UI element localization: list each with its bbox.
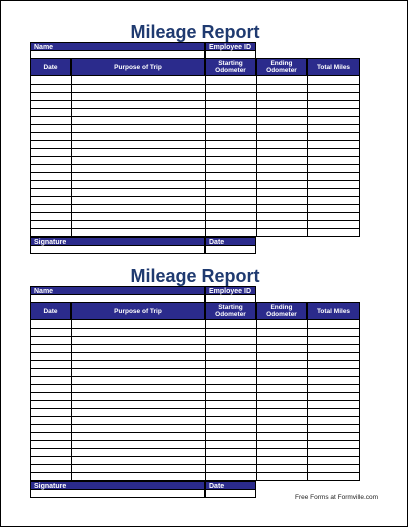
total-miles-cell[interactable] [308,189,359,196]
purpose-cell[interactable] [72,449,206,456]
total-miles-cell[interactable] [308,141,359,148]
ending-odometer-cell[interactable] [257,141,308,148]
total-miles-cell[interactable] [308,221,359,228]
total-miles-cell[interactable] [308,401,359,408]
date-cell[interactable] [31,433,72,440]
log-row [31,124,359,132]
date-cell[interactable] [31,221,72,228]
starting-odometer-cell[interactable] [206,320,257,328]
col-header-date: Date [30,302,71,320]
total-miles-cell[interactable] [308,173,359,180]
ending-odometer-cell[interactable] [257,85,308,92]
date-cell[interactable] [31,401,72,408]
log-row [31,440,359,448]
date-cell[interactable] [31,473,72,480]
date-cell[interactable] [31,441,72,448]
date-cell[interactable] [31,197,72,204]
purpose-cell[interactable] [72,205,206,212]
ending-odometer-cell[interactable] [257,393,308,400]
starting-odometer-cell[interactable] [206,441,257,448]
purpose-cell[interactable] [72,181,206,188]
purpose-cell[interactable] [72,320,206,328]
log-row [31,140,359,148]
ending-odometer-cell[interactable] [257,133,308,140]
signature-date-field[interactable] [205,246,256,254]
starting-odometer-cell[interactable] [206,93,257,100]
starting-odometer-cell[interactable] [206,473,257,480]
total-miles-cell[interactable] [308,197,359,204]
starting-odometer-cell[interactable] [206,165,257,172]
report-title: Mileage Report [130,266,260,286]
total-miles-cell[interactable] [308,393,359,400]
signature-label: Signature [30,237,205,246]
employee-id-label: Employee ID [205,286,256,295]
ending-odometer-cell[interactable] [257,329,308,336]
log-row [31,100,359,108]
log-row [31,320,359,328]
purpose-cell[interactable] [72,221,206,228]
total-miles-cell[interactable] [308,369,359,376]
col-header-starting-odometer: Starting Odometer [205,302,256,320]
signature-field[interactable] [30,246,205,254]
date-cell[interactable] [31,393,72,400]
total-miles-cell[interactable] [308,473,359,480]
total-miles-cell[interactable] [308,101,359,108]
total-miles-cell[interactable] [308,125,359,132]
starting-odometer-cell[interactable] [206,425,257,432]
date-cell[interactable] [31,449,72,456]
date-cell[interactable] [31,329,72,336]
starting-odometer-cell[interactable] [206,157,257,164]
ending-odometer-cell[interactable] [257,473,308,480]
log-row [31,188,359,196]
total-miles-cell[interactable] [308,181,359,188]
log-row [31,116,359,124]
ending-odometer-cell[interactable] [257,109,308,116]
purpose-cell[interactable] [72,361,206,368]
ending-odometer-cell[interactable] [257,125,308,132]
date-cell[interactable] [31,320,72,328]
date-cell[interactable] [31,181,72,188]
footer-credit: Free Forms at Formville.com [295,494,379,501]
name-label: Name [30,286,205,295]
log-row [31,132,359,140]
purpose-cell[interactable] [72,329,206,336]
date-cell[interactable] [31,337,72,344]
col-header-total-miles: Total Miles [307,58,360,76]
starting-odometer-cell[interactable] [206,85,257,92]
date-cell[interactable] [31,157,72,164]
date-cell[interactable] [31,369,72,376]
purpose-cell[interactable] [72,353,206,360]
date-cell[interactable] [31,93,72,100]
col-header-purpose: Purpose of Trip [71,302,205,320]
ending-odometer-cell[interactable] [257,433,308,440]
date-cell[interactable] [31,457,72,464]
starting-odometer-cell[interactable] [206,409,257,416]
ending-odometer-cell[interactable] [257,345,308,352]
signature-label: Signature [30,481,205,490]
log-row [31,148,359,156]
purpose-cell[interactable] [72,93,206,100]
total-miles-cell[interactable] [308,409,359,416]
starting-odometer-cell[interactable] [206,329,257,336]
log-row [31,180,359,188]
date-cell[interactable] [31,141,72,148]
total-miles-cell[interactable] [308,85,359,92]
purpose-cell[interactable] [72,401,206,408]
purpose-cell[interactable] [72,85,206,92]
total-miles-cell[interactable] [308,117,359,124]
log-row [31,456,359,464]
ending-odometer-cell[interactable] [257,337,308,344]
total-miles-cell[interactable] [308,457,359,464]
purpose-cell[interactable] [72,109,206,116]
starting-odometer-cell[interactable] [206,205,257,212]
total-miles-cell[interactable] [308,149,359,156]
log-row [31,400,359,408]
ending-odometer-cell[interactable] [257,181,308,188]
total-miles-cell[interactable] [308,229,359,236]
starting-odometer-cell[interactable] [206,133,257,140]
ending-odometer-cell[interactable] [257,76,308,84]
total-miles-cell[interactable] [308,329,359,336]
date-cell[interactable] [31,345,72,352]
starting-odometer-cell[interactable] [206,377,257,384]
starting-odometer-cell[interactable] [206,345,257,352]
starting-odometer-cell[interactable] [206,229,257,236]
report-title: Mileage Report [130,22,260,42]
purpose-cell[interactable] [72,441,206,448]
starting-odometer-cell[interactable] [206,417,257,424]
starting-odometer-cell[interactable] [206,213,257,220]
total-miles-cell[interactable] [308,337,359,344]
log-row [31,220,359,228]
date-cell[interactable] [31,361,72,368]
log-row [31,172,359,180]
total-miles-cell[interactable] [308,109,359,116]
col-header-purpose: Purpose of Trip [71,58,205,76]
total-miles-cell[interactable] [308,133,359,140]
ending-odometer-cell[interactable] [257,465,308,472]
date-cell[interactable] [31,425,72,432]
purpose-cell[interactable] [72,425,206,432]
purpose-cell[interactable] [72,377,206,384]
total-miles-cell[interactable] [308,425,359,432]
ending-odometer-cell[interactable] [257,205,308,212]
starting-odometer-cell[interactable] [206,76,257,84]
date-cell[interactable] [31,85,72,92]
log-row [31,376,359,384]
signature-date-field[interactable] [205,490,256,498]
ending-odometer-cell[interactable] [257,197,308,204]
starting-odometer-cell[interactable] [206,181,257,188]
ending-odometer-cell[interactable] [257,361,308,368]
log-row [31,204,359,212]
ending-odometer-cell[interactable] [257,173,308,180]
log-row [31,392,359,400]
purpose-cell[interactable] [72,473,206,480]
ending-odometer-cell[interactable] [257,213,308,220]
log-row [31,368,359,376]
log-row [31,360,359,368]
ending-odometer-cell[interactable] [257,377,308,384]
date-cell[interactable] [31,117,72,124]
log-row [31,196,359,204]
ending-odometer-cell[interactable] [257,353,308,360]
starting-odometer-cell[interactable] [206,189,257,196]
purpose-cell[interactable] [72,76,206,84]
total-miles-cell[interactable] [308,353,359,360]
date-cell[interactable] [31,76,72,84]
starting-odometer-cell[interactable] [206,101,257,108]
ending-odometer-cell[interactable] [257,457,308,464]
purpose-cell[interactable] [72,141,206,148]
starting-odometer-cell[interactable] [206,141,257,148]
purpose-cell[interactable] [72,213,206,220]
ending-odometer-cell[interactable] [257,117,308,124]
starting-odometer-cell[interactable] [206,125,257,132]
total-miles-cell[interactable] [308,205,359,212]
ending-odometer-cell[interactable] [257,93,308,100]
purpose-cell[interactable] [72,409,206,416]
col-header-date: Date [30,58,71,76]
date-cell[interactable] [31,101,72,108]
total-miles-cell[interactable] [308,417,359,424]
ending-odometer-cell[interactable] [257,189,308,196]
mileage-grid [30,76,360,237]
ending-odometer-cell[interactable] [257,417,308,424]
log-row [31,76,359,84]
date-cell[interactable] [31,353,72,360]
log-row [31,164,359,172]
col-header-total-miles: Total Miles [307,302,360,320]
purpose-cell[interactable] [72,125,206,132]
purpose-cell[interactable] [72,417,206,424]
starting-odometer-cell[interactable] [206,385,257,392]
date-cell[interactable] [31,133,72,140]
ending-odometer-cell[interactable] [257,320,308,328]
date-cell[interactable] [31,377,72,384]
log-row [31,432,359,440]
starting-odometer-cell[interactable] [206,173,257,180]
total-miles-cell[interactable] [308,433,359,440]
mileage-grid [30,320,360,481]
starting-odometer-cell[interactable] [206,353,257,360]
date-label: Date [205,237,256,246]
purpose-cell[interactable] [72,165,206,172]
total-miles-cell[interactable] [308,345,359,352]
purpose-cell[interactable] [72,173,206,180]
log-row [31,352,359,360]
total-miles-cell[interactable] [308,441,359,448]
log-row [31,464,359,472]
ending-odometer-cell[interactable] [257,149,308,156]
ending-odometer-cell[interactable] [257,401,308,408]
purpose-cell[interactable] [72,149,206,156]
purpose-cell[interactable] [72,433,206,440]
starting-odometer-cell[interactable] [206,117,257,124]
date-cell[interactable] [31,189,72,196]
total-miles-cell[interactable] [308,165,359,172]
date-cell[interactable] [31,149,72,156]
purpose-cell[interactable] [72,385,206,392]
log-row [31,448,359,456]
starting-odometer-cell[interactable] [206,109,257,116]
log-row [31,212,359,220]
date-cell[interactable] [31,205,72,212]
purpose-cell[interactable] [72,465,206,472]
date-cell[interactable] [31,213,72,220]
ending-odometer-cell[interactable] [257,221,308,228]
ending-odometer-cell[interactable] [257,441,308,448]
starting-odometer-cell[interactable] [206,337,257,344]
col-header-ending-odometer: Ending Odometer [256,58,307,76]
starting-odometer-cell[interactable] [206,465,257,472]
purpose-cell[interactable] [72,393,206,400]
date-cell[interactable] [31,173,72,180]
log-row [31,228,359,236]
total-miles-cell[interactable] [308,385,359,392]
ending-odometer-cell[interactable] [257,385,308,392]
date-cell[interactable] [31,229,72,236]
purpose-cell[interactable] [72,345,206,352]
total-miles-cell[interactable] [308,361,359,368]
log-row [31,384,359,392]
col-header-ending-odometer: Ending Odometer [256,302,307,320]
mileage-report-2 [30,267,360,495]
name-label: Name [30,42,205,51]
starting-odometer-cell[interactable] [206,369,257,376]
starting-odometer-cell[interactable] [206,433,257,440]
purpose-cell[interactable] [72,229,206,236]
log-row [31,156,359,164]
starting-odometer-cell[interactable] [206,449,257,456]
purpose-cell[interactable] [72,157,206,164]
total-miles-cell[interactable] [308,76,359,84]
date-cell[interactable] [31,417,72,424]
log-row [31,424,359,432]
starting-odometer-cell[interactable] [206,197,257,204]
log-row [31,416,359,424]
starting-odometer-cell[interactable] [206,149,257,156]
purpose-cell[interactable] [72,369,206,376]
total-miles-cell[interactable] [308,465,359,472]
total-miles-cell[interactable] [308,93,359,100]
log-row [31,336,359,344]
ending-odometer-cell[interactable] [257,369,308,376]
log-row [31,408,359,416]
starting-odometer-cell[interactable] [206,361,257,368]
date-label: Date [205,481,256,490]
purpose-cell[interactable] [72,197,206,204]
ending-odometer-cell[interactable] [257,409,308,416]
ending-odometer-cell[interactable] [257,449,308,456]
purpose-cell[interactable] [72,117,206,124]
purpose-cell[interactable] [72,101,206,108]
starting-odometer-cell[interactable] [206,457,257,464]
total-miles-cell[interactable] [308,157,359,164]
col-header-starting-odometer: Starting Odometer [205,58,256,76]
ending-odometer-cell[interactable] [257,229,308,236]
employee-id-label: Employee ID [205,42,256,51]
log-row [31,328,359,336]
date-cell[interactable] [31,109,72,116]
total-miles-cell[interactable] [308,320,359,328]
starting-odometer-cell[interactable] [206,221,257,228]
purpose-cell[interactable] [72,133,206,140]
mileage-report-1 [30,23,360,255]
ending-odometer-cell[interactable] [257,101,308,108]
log-row [31,108,359,116]
log-row [31,344,359,352]
date-cell[interactable] [31,409,72,416]
date-cell[interactable] [31,165,72,172]
log-row [31,84,359,92]
total-miles-cell[interactable] [308,377,359,384]
starting-odometer-cell[interactable] [206,393,257,400]
purpose-cell[interactable] [72,337,206,344]
date-cell[interactable] [31,465,72,472]
log-row [31,472,359,480]
purpose-cell[interactable] [72,189,206,196]
date-cell[interactable] [31,125,72,132]
starting-odometer-cell[interactable] [206,401,257,408]
purpose-cell[interactable] [72,457,206,464]
ending-odometer-cell[interactable] [257,165,308,172]
total-miles-cell[interactable] [308,449,359,456]
signature-field[interactable] [30,490,205,498]
log-row [31,92,359,100]
date-cell[interactable] [31,385,72,392]
total-miles-cell[interactable] [308,213,359,220]
ending-odometer-cell[interactable] [257,157,308,164]
ending-odometer-cell[interactable] [257,425,308,432]
